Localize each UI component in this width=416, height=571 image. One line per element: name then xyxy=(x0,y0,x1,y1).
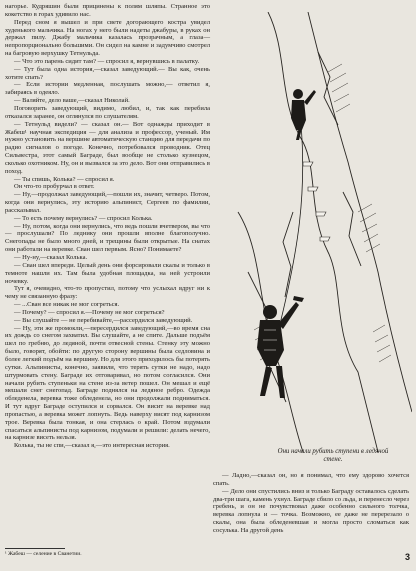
page-number: 3 xyxy=(404,552,410,562)
paragraph: Колька, ты не спи,—сказал я,—это интересная история. xyxy=(14,442,170,450)
paragraph: — ...Сван все никак не мог согреться. xyxy=(14,301,120,309)
climber-bottom xyxy=(257,296,304,398)
paragraph: — Дело они спустились вниз и только Баграду оставалось сделать два-три шага, камень ухнул. Баграде сбило со льда, и перенесло через гребень, и он не почувствовал даже особенно сильного толчка, веревка лопнула и — точка. Возможно, ее даже не перерезало о скалы, она была обледеневшая и могла просто сломаться как сосулька. На другой день xyxy=(213,487,409,534)
paragraph: — Ну,—продолжал заведующий,—пошли их, значит, четверо. Потом, когда они вернулись, эту историю альпинист, Сергеев по фамилии, рассказывал. xyxy=(5,191,210,214)
paragraph: Он что-то пробурчал в ответ. xyxy=(14,183,95,191)
illustration-caption: Они начали рубить ступени в ледяной стене. xyxy=(277,448,389,464)
paragraph: — То есть почему вернулись? — спросил Колька. xyxy=(14,214,153,222)
paragraph: — Валяйте, дело ваше,—сказал Николай. xyxy=(14,97,130,105)
paragraph: Поговорить заведующий, видимо, любил, и, так как перебила отказался заранее, он оглянулся по слушателям. xyxy=(5,104,210,120)
paragraph: — Сван шел впереди. Целый день они форсировали скалы и только в темноте нашли их. Там была удобная площадка, на ней устроили ночевку. xyxy=(5,261,210,285)
right-text-column xyxy=(213,472,409,535)
paragraph: — Ты спишь, Колька? — спросил я. xyxy=(14,175,115,183)
paragraph: — Почему? — спросил я.—Почему не мог согреться? xyxy=(14,308,165,316)
footnote-divider xyxy=(5,548,65,549)
paragraph: Тут я, очевидно, что-то пропустил, потому что услыхал вдруг ни к чему не связанную фразу: xyxy=(5,285,210,301)
paragraph: — Если истории медленная, послушать можно,— ответил я, забираясь в одеяло. xyxy=(5,81,210,97)
footnote: ¹ Жабеш — селение в Сванетии. xyxy=(5,551,82,557)
paragraph: — Ладно,—сказал он, но я понимал, что ему здорово хочется спать. xyxy=(213,472,409,487)
paragraph: — Ну, эти же промокли,—пересердился заведующий,—во время сна их дождь со снегом захватил. Вы слушайте, а не спите. Дальше подъём шел по гребню, до ледяной, почти отвесной стены. Стенку эту можно было, говорят, обойти: по другую сторону вершины была седловина и более легкий подъём на вершину. Но для этого приходилось бы потерять сутки. Альпинисты, конечно, заявили, что терять сутки не надо, надо штурмовать стену. Баграде их отговаривал, но потом согласился. Они начали рубить ступеньки на стене из-за ветер пошел. Он мешал и ещё мешали снег снегопад. Баграде поднялся на ледяное ребро. Одежда обледенела, веревка тоже обледенела, но они продолжали подниматься. И тут вдруг Баграде оступился и сорвался. Он висит на веревке над пропастью, а веревка может лопнуть. Ведь наверху висят под карнизом трое. Веревка была тонкая, и она стерлась о край. Потом вздумали спасаться альпинисты под карнизом, подумали и решили: делать нечего, на карнизе висеть нельзя. xyxy=(5,324,210,442)
ice-steps xyxy=(303,162,330,241)
paragraph: Перед сном я вышел и при свете догорающего костра увидел худенького мальчика. На ногах у него были надеты джабуры, в руках он держал пилу. Джабу мальчика казалась прозрачным, а глаза—непропорционально большими. Он сидел на камне и задумчиво смотрел на багровую верхушку Тетнульда. xyxy=(5,18,210,58)
climbers-illustration xyxy=(208,12,412,452)
paragraph: нагорье. Кудряшин были прицинены к полям шляпы. Странное это кокетство в горах удивило нас. xyxy=(5,3,210,18)
paragraph: — Вы слушайте — не перебивайте,—рассердился заведующий. xyxy=(14,316,193,324)
paragraph: — Ну, потом, когда они вернулись, что ведь пошли вчетвером, вы что — прослушали? По леднику они прошли вполне благополучно. Снегопады не было много дней, и трещины были открытые. На снатах они работали на веревке. Сван шел первым. Ясно? Понимаете? xyxy=(5,222,210,254)
left-text-column xyxy=(5,3,210,450)
paragraph: — Тетнульд видели? — сказал он.— Вот однажды приходит в Жабеш¹ научная экспедиция — для анализа и профессор, ученый. Им нужно установить на вершине автоматическую станцию для передачи по радио сигналов о погоде. Конечно, потребовался проводник. Отец Сильвестра, этот самый Баграде, был вообще не столько кузнецом, сколько охотником. Ну, он и вызвался за это дело. Вот они отправились в поход. xyxy=(5,120,210,175)
paragraph: — Ну-ну,—сказал Колька. xyxy=(14,254,88,261)
paragraph: — Тут была одна история,—сказал заведующий.— Вы как, очень хотите спать? xyxy=(5,65,210,81)
paragraph: — Что это парень сидит там? — спросил я, вернувшись в палатку. xyxy=(14,57,200,65)
climber-top xyxy=(291,89,316,140)
